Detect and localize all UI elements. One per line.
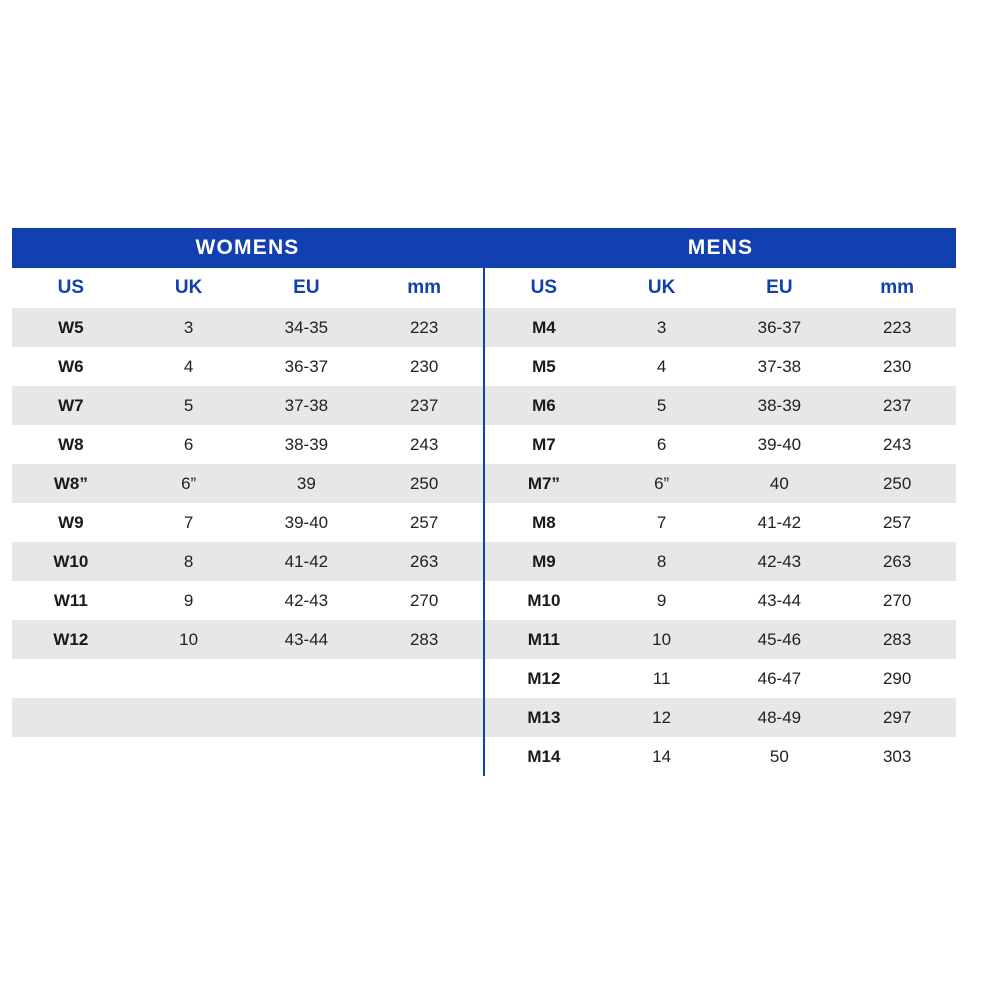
- cell-eu: 43-44: [757, 590, 802, 610]
- cell-uk: 8: [656, 551, 667, 571]
- cell-mm: 243: [409, 434, 439, 454]
- cell-eu: 36-37: [757, 317, 802, 337]
- size-chart: [12, 228, 956, 776]
- size-chart-panels: [12, 228, 956, 776]
- cell-uk: 3: [183, 317, 194, 337]
- cell-us: M7”: [527, 473, 560, 493]
- womens-column-mm: mm: [407, 277, 442, 298]
- cell-uk: 9: [183, 590, 194, 610]
- cell-mm: 303: [882, 746, 912, 766]
- cell-eu: 41-42: [284, 551, 329, 571]
- table-row: [12, 542, 483, 581]
- table-row-empty: [12, 737, 483, 776]
- cell-mm: 270: [882, 590, 912, 610]
- cell-eu: 42-43: [284, 590, 329, 610]
- table-row: [12, 386, 483, 425]
- table-row: [12, 503, 483, 542]
- cell-eu: 43-44: [284, 629, 329, 649]
- mens-column-us: US: [530, 277, 558, 298]
- mens-column-eu: EU: [766, 277, 793, 298]
- table-row: [12, 581, 483, 620]
- mens-header-row: [485, 268, 956, 308]
- table-row-empty: [12, 698, 483, 737]
- cell-uk: 7: [656, 512, 667, 532]
- cell-mm: 263: [409, 551, 439, 571]
- table-row: [485, 308, 956, 347]
- cell-uk: 11: [652, 668, 671, 688]
- cell-eu: 39: [296, 473, 316, 493]
- cell-us: M5: [532, 356, 556, 376]
- mens-column-uk: UK: [647, 277, 676, 298]
- cell-uk: 5: [656, 395, 667, 415]
- cell-eu: 46-47: [757, 668, 802, 688]
- cell-us: M11: [527, 629, 560, 649]
- cell-uk: 6: [656, 434, 667, 454]
- cell-uk: 7: [183, 512, 194, 532]
- cell-mm: 230: [882, 356, 912, 376]
- womens-table-title: WOMENS: [12, 228, 483, 268]
- cell-uk: 14: [652, 746, 672, 766]
- table-row: [485, 425, 956, 464]
- cell-mm: 223: [409, 317, 439, 337]
- table-row: [12, 425, 483, 464]
- cell-mm: 290: [882, 668, 912, 688]
- cell-mm: 243: [882, 434, 912, 454]
- mens-size-table: [485, 228, 956, 776]
- cell-uk: 10: [652, 629, 672, 649]
- cell-eu: 48-49: [757, 707, 802, 727]
- table-row: [12, 620, 483, 659]
- womens-column-eu: EU: [293, 277, 320, 298]
- cell-eu: 40: [769, 473, 789, 493]
- cell-uk: 6”: [181, 473, 197, 493]
- cell-mm: 237: [409, 395, 439, 415]
- cell-mm: 283: [882, 629, 912, 649]
- womens-size-table: [12, 228, 485, 776]
- cell-us: M14: [527, 746, 561, 766]
- table-row: [485, 620, 956, 659]
- cell-uk: 4: [183, 356, 194, 376]
- table-row: [485, 659, 956, 698]
- cell-eu: 38-39: [284, 434, 329, 454]
- cell-eu: 37-38: [284, 395, 329, 415]
- cell-us: W9: [58, 512, 84, 532]
- cell-uk: 4: [656, 356, 667, 376]
- cell-us: W6: [58, 356, 84, 376]
- cell-eu: 34-35: [284, 317, 329, 337]
- cell-mm: 257: [409, 512, 439, 532]
- cell-eu: 42-43: [757, 551, 802, 571]
- cell-eu: 50: [769, 746, 789, 766]
- cell-mm: 257: [882, 512, 912, 532]
- cell-mm: 297: [882, 707, 912, 727]
- cell-uk: 6: [183, 434, 194, 454]
- cell-us: W12: [53, 629, 89, 649]
- womens-column-us: US: [57, 277, 85, 298]
- table-row: [485, 503, 956, 542]
- cell-eu: 37-38: [757, 356, 802, 376]
- table-row: [485, 386, 956, 425]
- cell-mm: 237: [882, 395, 912, 415]
- cell-mm: 263: [882, 551, 912, 571]
- cell-mm: 223: [882, 317, 912, 337]
- cell-us: M7: [532, 434, 556, 454]
- cell-us: W8: [58, 434, 84, 454]
- cell-uk: 9: [656, 590, 667, 610]
- cell-us: M6: [532, 395, 556, 415]
- cell-uk: 8: [183, 551, 194, 571]
- table-row: [485, 542, 956, 581]
- cell-us: W10: [53, 551, 89, 571]
- table-row-empty: [12, 659, 483, 698]
- cell-uk: 3: [656, 317, 667, 337]
- cell-uk: 5: [183, 395, 194, 415]
- mens-table-title: MENS: [485, 228, 956, 268]
- cell-us: W7: [58, 395, 84, 415]
- table-row: [485, 347, 956, 386]
- cell-us: M12: [527, 668, 561, 688]
- table-row: [12, 308, 483, 347]
- cell-eu: 39-40: [284, 512, 329, 532]
- cell-eu: 39-40: [757, 434, 802, 454]
- cell-us: M9: [532, 551, 556, 571]
- table-row: [485, 464, 956, 503]
- cell-us: M4: [532, 317, 556, 337]
- mens-column-mm: mm: [880, 277, 915, 298]
- cell-us: W11: [53, 590, 88, 610]
- cell-eu: 45-46: [757, 629, 802, 649]
- womens-header-row: [12, 268, 483, 308]
- cell-us: M10: [527, 590, 561, 610]
- cell-mm: 270: [409, 590, 439, 610]
- table-row: [485, 737, 956, 776]
- cell-uk: 12: [652, 707, 672, 727]
- cell-mm: 283: [409, 629, 439, 649]
- cell-us: W8”: [53, 473, 88, 493]
- cell-us: M8: [532, 512, 556, 532]
- cell-mm: 250: [882, 473, 912, 493]
- table-row: [485, 698, 956, 737]
- cell-uk: 10: [179, 629, 199, 649]
- cell-eu: 41-42: [757, 512, 802, 532]
- cell-eu: 36-37: [284, 356, 329, 376]
- table-row: [12, 347, 483, 386]
- cell-us: M13: [527, 707, 561, 727]
- cell-uk: 6”: [654, 473, 670, 493]
- cell-us: W5: [58, 317, 84, 337]
- cell-eu: 38-39: [757, 395, 802, 415]
- table-row: [485, 581, 956, 620]
- cell-mm: 250: [409, 473, 439, 493]
- womens-column-uk: UK: [174, 277, 203, 298]
- table-row: [12, 464, 483, 503]
- cell-mm: 230: [409, 356, 439, 376]
